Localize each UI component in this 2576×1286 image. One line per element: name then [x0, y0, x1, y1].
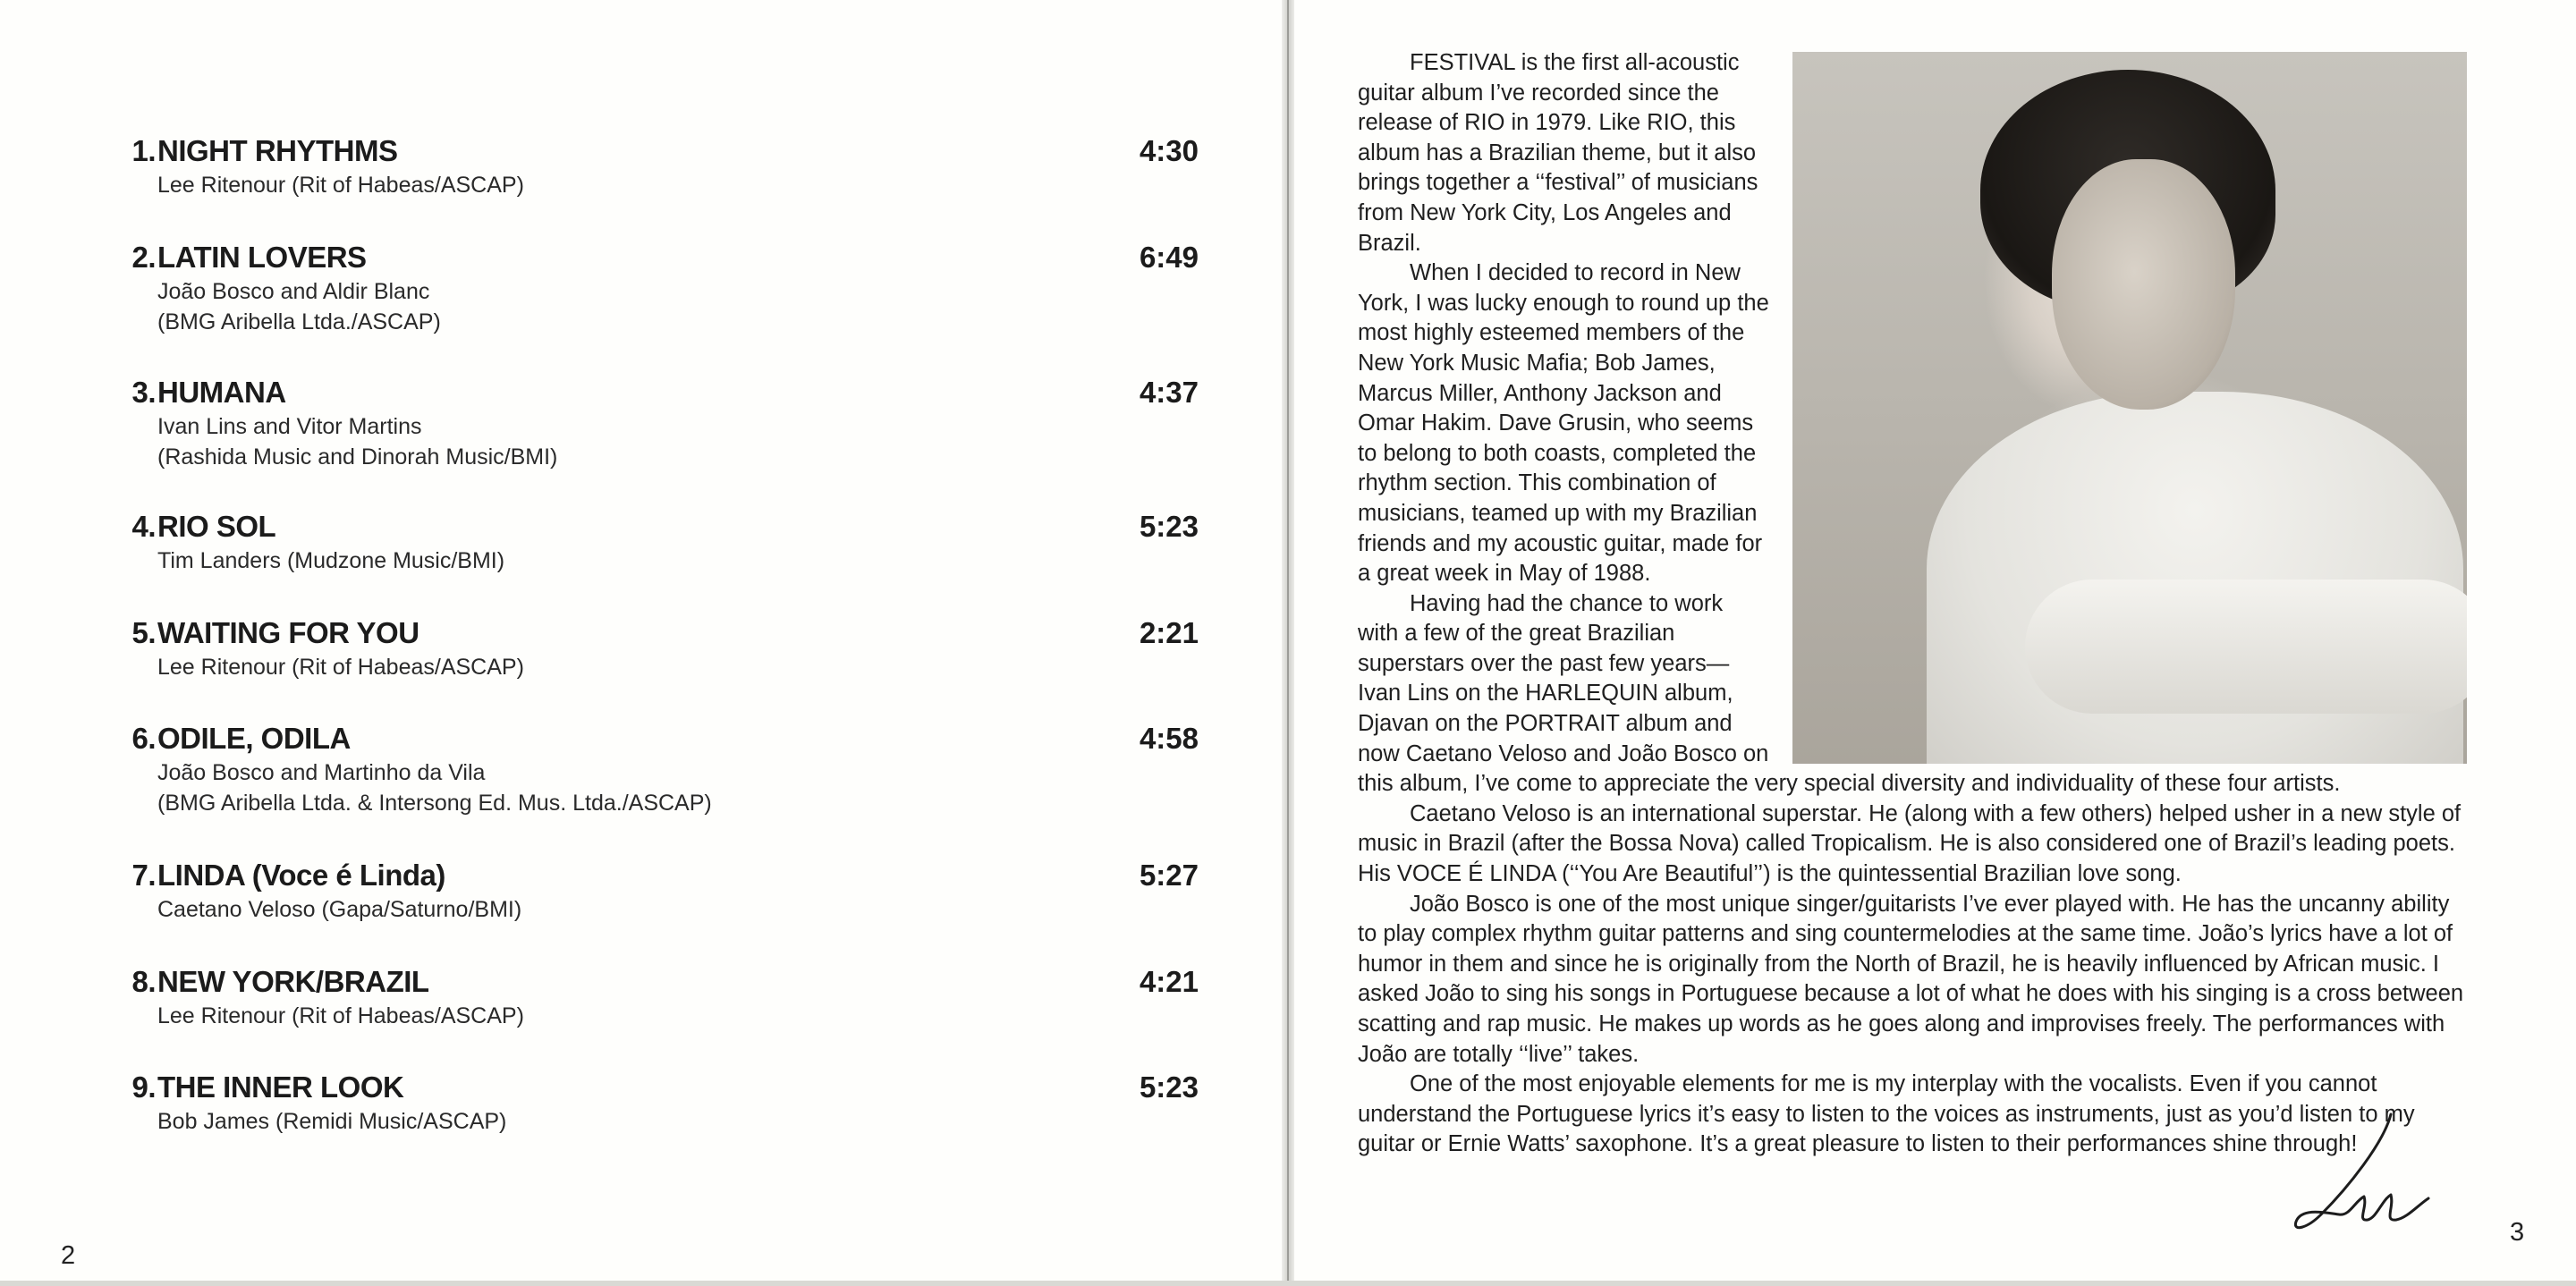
track-item — [116, 510, 1199, 576]
liner-notes — [1358, 48, 2467, 1160]
track-number: 9. — [131, 1070, 156, 1104]
track-item — [116, 965, 1199, 1031]
page-number-left: 2 — [61, 1241, 76, 1270]
track-credit: Tim Landers (Mudzone Music/BMI) — [157, 548, 505, 573]
track-credit: (Rashida Music and Dinorah Music/BMI) — [157, 444, 558, 470]
liner-paragraph: FESTIVAL is the first all-acoustic guitar album I’ve recorded since the release of RIO in 1979. Like RIO, this album has a Brazilian theme, but it also brings together a ‘‘festival’’ of musicians from New York City, Los Angeles and Brazil. — [1358, 50, 1758, 256]
track-title: LINDA (Voce é Linda) — [157, 859, 445, 892]
track-number: 6. — [131, 722, 156, 755]
liner-paragraph: One of the most enjoyable elements for me is my interplay with the vocalists. Even if you cannot understand the Portuguese lyrics it’s easy to listen to the voices as instruments, just as you’d listen to my guitar or Ernie Watts’ saxophone. It’s a great pleasure to listen to their performances shine through! — [1358, 1071, 2415, 1157]
track-title: HUMANA — [157, 376, 286, 409]
track-item — [116, 859, 1199, 925]
artist-photo-frame — [1784, 52, 2467, 764]
liner-paragraph: João Bosco is one of the most unique singer/guitarists I’ve ever played with. He has the uncanny ability to play complex rhythm guitar patterns and sing countermelodies at the same time. João’s lyrics have a lot of humor in them and since he is originally from the North of Brazil, he is heavily influenced by African music. I asked João to sing his songs in Portuguese because a lot of what he does with his singing is a cross between scatting and rap music. He makes up words as he goes along and improvises freely. The performances with João are totally ‘‘live’’ takes. — [1358, 891, 2464, 1067]
artist-photo — [1792, 52, 2467, 764]
track-title: ODILE, ODILA — [157, 722, 351, 755]
track-item — [116, 134, 1199, 200]
track-credit: Lee Ritenour (Rit of Habeas/ASCAP) — [157, 1003, 524, 1028]
track-credit: (BMG Aribella Ltda. & Intersong Ed. Mus. Ltda./ASCAP) — [157, 791, 712, 816]
track-duration: 2:21 — [1139, 616, 1199, 649]
bottom-edge — [0, 1281, 2576, 1286]
track-duration: 5:27 — [1139, 859, 1199, 892]
track-title: RIO SOL — [157, 510, 276, 543]
page-number-right: 3 — [2510, 1218, 2525, 1247]
track-duration: 5:23 — [1139, 1070, 1199, 1104]
track-number: 7. — [131, 859, 156, 892]
track-credit: João Bosco and Martinho da Vila — [157, 760, 486, 785]
track-credit: Lee Ritenour (Rit of Habeas/ASCAP) — [157, 655, 524, 680]
handwritten-signature — [2285, 1107, 2437, 1241]
photo-arms-shape — [2025, 580, 2467, 714]
track-title: NIGHT RHYTHMS — [157, 134, 398, 167]
track-credit: Lee Ritenour (Rit of Habeas/ASCAP) — [157, 173, 524, 198]
track-item — [116, 1070, 1199, 1137]
track-credit: Ivan Lins and Vitor Martins — [157, 414, 422, 439]
track-number: 3. — [131, 376, 156, 409]
track-duration: 4:21 — [1139, 965, 1199, 998]
track-credit: Bob James (Remidi Music/ASCAP) — [157, 1109, 507, 1134]
track-item — [116, 616, 1199, 682]
track-item — [116, 241, 1199, 337]
track-title: THE INNER LOOK — [157, 1070, 404, 1104]
track-item — [116, 376, 1199, 472]
track-number: 5. — [131, 616, 156, 649]
track-number: 1. — [131, 134, 156, 167]
track-duration: 4:58 — [1139, 722, 1199, 755]
photo-face-shape — [2052, 159, 2235, 410]
track-credit: Caetano Veloso (Gapa/Saturno/BMI) — [157, 897, 522, 922]
track-duration: 4:37 — [1139, 376, 1199, 409]
track-item — [116, 722, 1199, 818]
track-credit: João Bosco and Aldir Blanc — [157, 279, 430, 304]
track-title: NEW YORK/BRAZIL — [157, 965, 429, 998]
track-duration: 5:23 — [1139, 510, 1199, 543]
track-title: WAITING FOR YOU — [157, 616, 419, 649]
liner-paragraph: Caetano Veloso is an international superstar. He (along with a few others) helped usher in a new style of music in Brazil (after the Bossa Nova) called Tropicalism. He is also considered one of Brazil’s leading poets. His VOCE É LINDA (‘‘You Are Beautiful’’) is the quintessential Brazilian love song. — [1358, 800, 2462, 887]
liner-paragraph: When I decided to record in New York, I was lucky enough to round up the most highly esteemed members of the New York Music Mafia; Bob James, Marcus Miller, Anthony Jackson and Omar Hakim. Dave Grusin, who seems to belong to both coasts, completed the rhythm section. This combination of musicians, teamed up with my Brazilian friends and my acoustic guitar, made for a great week in May of 1988. — [1358, 260, 1769, 587]
track-number: 8. — [131, 965, 156, 998]
track-title: LATIN LOVERS — [157, 241, 367, 274]
track-number: 4. — [131, 510, 156, 543]
spine-fold — [1287, 0, 1289, 1286]
liner-paragraph: Having had the chance to work with a few of the great Brazilian superstars over the past few years—Ivan Lins on the HARLEQUIN album, Djavan on the PORTRAIT album and now Caetano Veloso and João Bosco on this album, I’ve come to appreciate the very special diversity and individuality of these four artists. — [1358, 590, 2341, 797]
track-duration: 6:49 — [1139, 241, 1199, 274]
track-duration: 4:30 — [1139, 134, 1199, 167]
track-credit: (BMG Aribella Ltda./ASCAP) — [157, 309, 441, 334]
track-number: 2. — [131, 241, 156, 274]
